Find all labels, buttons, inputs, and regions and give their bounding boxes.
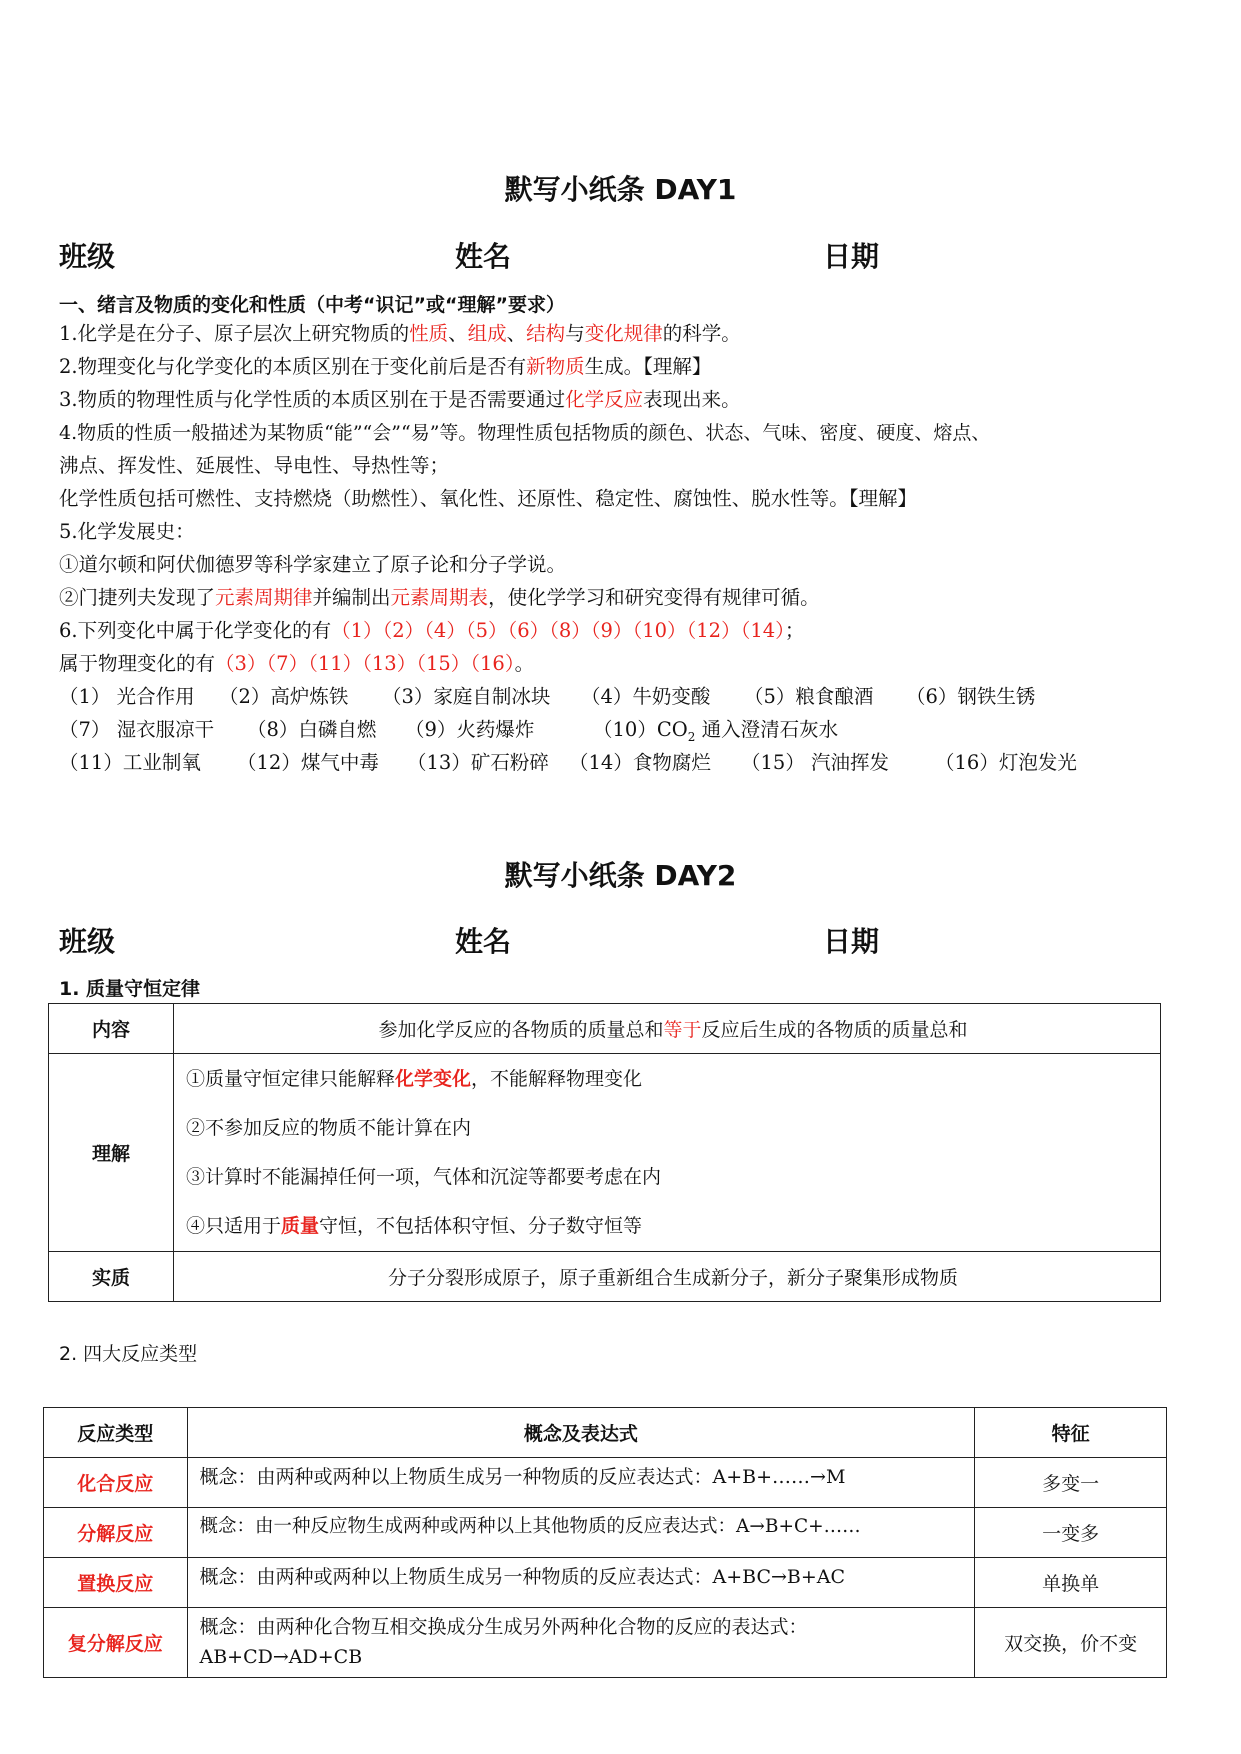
table-row [44, 1458, 1167, 1508]
day2-heading-2: 2. 四大反应类型 [59, 1343, 198, 1365]
table-row [49, 1252, 1161, 1302]
day1-line-5: 5.化学发展史： [59, 520, 195, 543]
list-item: （6）钢铁生锈 [906, 685, 1036, 708]
understand-item-2: ②不参加反应的物质不能计算在内 [186, 1116, 472, 1139]
day1-line-2: 2.物理变化与化学变化的本质区别在于变化前后是否有新物质生成。【理解】 [59, 355, 712, 378]
list-item: （16）灯泡发光 [935, 751, 1077, 774]
reaction-type: 复分解反应 [44, 1608, 188, 1678]
list-item: （15） 汽油挥发 [741, 751, 890, 774]
content-cell: 参加化学反应的各物质的质量总和等于反应后生成的各物质的质量总和 [174, 1004, 1161, 1054]
essence-cell: 分子分裂形成原子，原子重新组合生成新分子，新分子聚集形成物质 [174, 1252, 1161, 1302]
reaction-concept: 概念：由两种或两种以上物质生成另一种物质的反应表达式：A+B+……→M [187, 1458, 975, 1508]
day1-title: 默写小纸条 DAY1 [504, 173, 737, 206]
list-item: （5）粮食酿酒 [744, 685, 874, 708]
reaction-concept: 概念：由一种反应物生成两种或两种以上其他物质的反应表达式：A→B+C+…… [187, 1508, 975, 1558]
day1-line-3: 3.物质的物理性质与化学性质的本质区别在于是否需要通过化学反应表现出来。 [59, 388, 741, 411]
list-item: （1） 光合作用 [59, 685, 195, 708]
reaction-concept: 概念：由两种或两种以上物质生成另一种物质的反应表达式：A+BC→B+AC [187, 1558, 975, 1608]
list-item: （4）牛奶变酸 [581, 685, 711, 708]
table-row [44, 1558, 1167, 1608]
reaction-feature: 多变一 [975, 1458, 1167, 1508]
day1-line-5a: ①道尔顿和阿伏伽德罗等科学家建立了原子论和分子学说。 [59, 553, 567, 576]
reaction-concept: 概念：由两种化合物互相交换成分生成另外两种化合物的反应的表达式： AB+CD→AD+CB [187, 1608, 975, 1678]
day2-title: 默写小纸条 DAY2 [504, 859, 737, 892]
list-item: （12）煤气中毒 [237, 751, 379, 774]
day2-date-label: 日期 [823, 925, 880, 958]
day1-line-6: 6.下列变化中属于化学变化的有（1）（2）（4）（5）（6）（8）（9）（10）（12）（14）； [59, 619, 805, 642]
understand-cell [174, 1054, 1161, 1252]
day2-heading-1: 1. 质量守恒定律 [59, 978, 201, 1000]
day1-class-label: 班级 [59, 240, 116, 273]
list-item: $(10)CO_2$ 通入澄清石灰水 [593, 718, 839, 744]
list-item: （3）家庭自制冰块 [382, 685, 551, 708]
reaction-types-table [43, 1407, 1167, 1678]
header-concept: 概念及表达式 [187, 1408, 975, 1458]
list-item: （9）火药爆炸 [405, 718, 535, 741]
day2-name-label: 姓名 [455, 925, 512, 958]
day1-section-heading: 一、绪言及物质的变化和性质（中考“识记”或“理解”要求） [59, 294, 565, 316]
day1-line-4c: 化学性质包括可燃性、支持燃烧（助燃性）、氧化性、还原性、稳定性、腐蚀性、脱水性等。【理解】 [59, 487, 918, 510]
reaction-feature: 双交换，价不变 [975, 1608, 1167, 1678]
day1-line-6b: 属于物理变化的有（3）（7）（11）（13）（15）（16）。 [59, 652, 535, 675]
day1-line-4b: 沸点、挥发性、延展性、导电性、导热性等； [59, 454, 450, 477]
day1-name-label: 姓名 [455, 240, 512, 273]
header-type: 反应类型 [44, 1408, 188, 1458]
understand-item-3: ③计算时不能漏掉任何一项，气体和沉淀等都要考虑在内 [186, 1165, 662, 1188]
reaction-feature: 单换单 [975, 1558, 1167, 1608]
table-row [44, 1408, 1167, 1458]
list-item: （2）高炉炼铁 [219, 685, 349, 708]
table-row [44, 1608, 1167, 1678]
list-item: （7） 湿衣服凉干 [59, 718, 215, 741]
list-item: （13）矿石粉碎 [407, 751, 549, 774]
table-row [49, 1004, 1161, 1054]
content-label: 内容 [49, 1004, 174, 1054]
list-item: （8）白磷自燃 [247, 718, 377, 741]
reaction-type: 化合反应 [44, 1458, 188, 1508]
mass-conservation-table [48, 1003, 1161, 1302]
reaction-type: 置换反应 [44, 1558, 188, 1608]
essence-label: 实质 [49, 1252, 174, 1302]
understand-item-1: ①质量守恒定律只能解释化学变化，不能解释物理变化 [186, 1067, 643, 1090]
day1-line-1: 1.化学是在分子、原子层次上研究物质的性质、组成、结构与变化规律的科学。 [59, 322, 741, 345]
table-row [49, 1054, 1161, 1252]
reaction-feature: 一变多 [975, 1508, 1167, 1558]
day2-class-label: 班级 [59, 925, 116, 958]
day1-line-4a: 4.物质的性质一般描述为某物质“能”“会”“易”等。物理性质包括物质的颜色、状态、气味、密度、硬度、熔点、 [59, 422, 991, 444]
day1-date-label: 日期 [823, 240, 880, 273]
list-item: （11）工业制氧 [59, 751, 201, 774]
understand-label: 理解 [49, 1054, 174, 1252]
list-item: （14）食物腐烂 [569, 751, 711, 774]
header-feature: 特征 [975, 1408, 1167, 1458]
reaction-type: 分解反应 [44, 1508, 188, 1558]
understand-item-4: ④只适用于质量守恒，不包括体积守恒、分子数守恒等 [186, 1214, 643, 1237]
day1-line-5b: ②门捷列夫发现了元素周期律并编制出元素周期表，使化学学习和研究变得有规律可循。 [59, 586, 820, 609]
table-row [44, 1508, 1167, 1558]
